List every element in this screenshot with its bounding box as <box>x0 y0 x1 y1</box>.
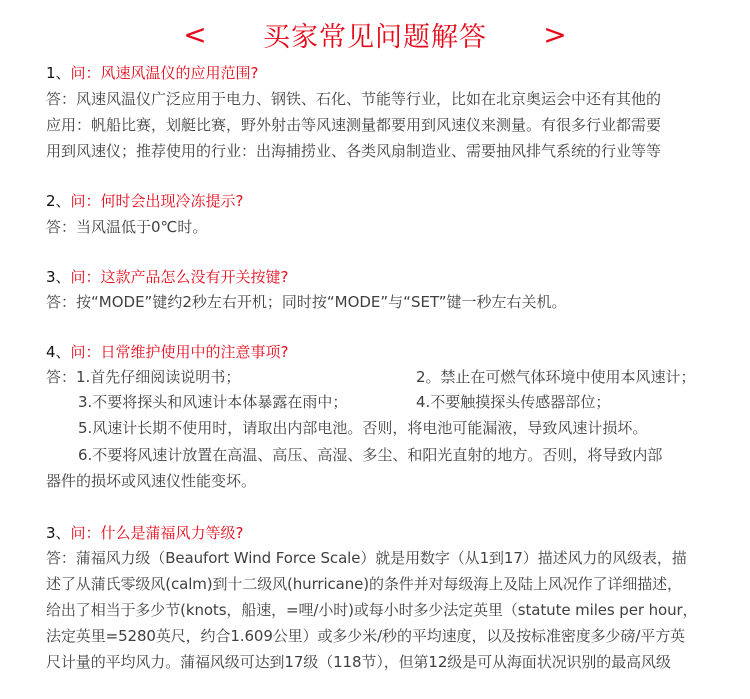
faq-number: 3、 <box>46 524 71 542</box>
maintenance-item-5: 5.风速计长期不使用时，请取出内部电池。否则，将电池可能漏液，导致风速计损坏。 <box>78 419 648 437</box>
answer-line: 应用：帆船比赛，划艇比赛，野外射击等风速测量都要用到风速仪来测量。有很多行业都需要 <box>46 116 662 134</box>
faq-answer-1 <box>46 86 716 164</box>
answer-line: 答：风速风温仪广泛应用于电力、钢铁、石化、节能等行业，比如在北京奥运会中还有其他的 <box>46 90 662 108</box>
faq-question-1 <box>46 63 259 83</box>
maintenance-item-2: 2。禁止在可燃气体环境中使用本风速计； <box>416 368 696 386</box>
answer-line: 用到风速仪；推荐使用的行业：出海捕捞业、各类风扇制造业、需要抽风排气系统的行业等等 <box>46 142 662 160</box>
faq-question-text: 问：日常维护使用中的注意事项? <box>70 343 289 361</box>
faq-number: 3、 <box>46 268 71 286</box>
left-arrow-icon: < <box>183 17 207 51</box>
answer-line: 给出了相当于多少节(knots，船速，=哩/小时)或每小时多少法定英里（statute miles per hour， <box>46 601 698 619</box>
faq-question-3 <box>46 267 289 287</box>
answer-line: 述了从蒲氏零级风(calm)到十二级风(hurricane)的条件并对每级海上及陆上风况作了详细描述， <box>46 575 682 593</box>
faq-question-text: 问：这款产品怎么没有开关按键? <box>70 268 289 286</box>
faq-number: 4、 <box>46 343 71 361</box>
answer-line: 法定英里=5280英尺，约合1.609公里）或多少米/秒的平均速度，以及按标准密度多少磅/平方英 <box>46 627 685 645</box>
faq-question-text: 问：何时会出现冷冻提示? <box>70 192 244 210</box>
answer-line: 答：蒲福风力级（Beaufort Wind Force Scale）就是用数字（从1到17）描述风力的风级表，描 <box>46 549 687 567</box>
answer-line: 尺计量的平均风力。蒲福风级可达到17级（118节），但第12级是可从海面状况识别的最高风级 <box>46 653 671 671</box>
faq-question-text: 问：风速风温仪的应用范围? <box>70 64 259 82</box>
maintenance-item-4: 4.不要触摸探头传感器部位； <box>416 393 611 411</box>
answer-line: 答：当风温低于0℃时。 <box>46 218 208 236</box>
faq-answer-5 <box>46 545 716 675</box>
answer-line: 答：按“MODE”键约2秒左右开机；同时按“MODE”与“SET”键一秒左右关机。 <box>46 293 567 311</box>
page-title: 买家常见问题解答 <box>263 21 487 53</box>
maintenance-item-1: 答：1.首先仔细阅读说明书； <box>46 368 241 386</box>
faq-question-4 <box>46 342 289 362</box>
faq-question-2 <box>46 191 244 211</box>
page-header <box>0 14 750 54</box>
faq-question-text: 问：什么是蒲福风力等级? <box>70 524 244 542</box>
maintenance-item-6: 6.不要将风速计放置在高温、高压、高湿、多尘、和阳光直射的地方。否则，将导致内部 <box>78 446 663 464</box>
faq-number: 1、 <box>46 64 71 82</box>
faq-answer-2 <box>46 214 716 240</box>
maintenance-item-6-cont: 器件的损坏或风速仪性能变坏。 <box>46 472 257 490</box>
right-arrow-icon: > <box>543 17 567 51</box>
maintenance-item-3: 3.不要将探头和风速计本体暴露在雨中； <box>78 393 348 411</box>
faq-number: 2、 <box>46 192 71 210</box>
faq-answer-3 <box>46 289 716 315</box>
faq-question-5 <box>46 523 244 543</box>
